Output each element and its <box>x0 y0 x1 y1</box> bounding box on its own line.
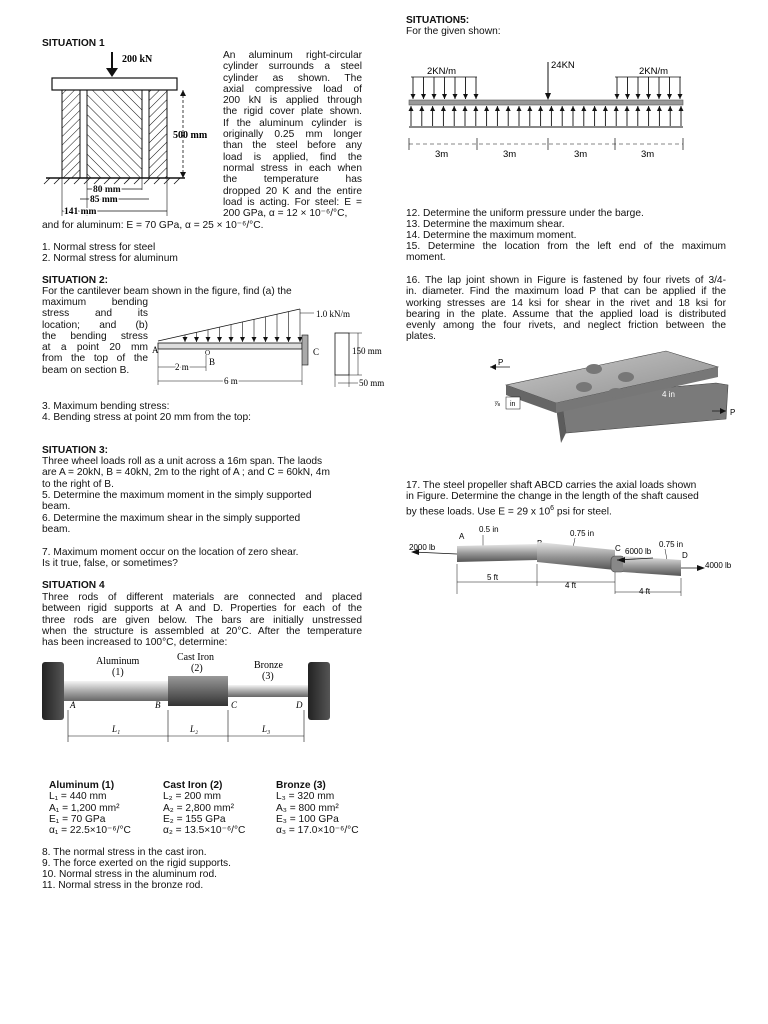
dia-1-label: 0.5 in <box>479 525 499 534</box>
point-o-label: O <box>205 349 211 357</box>
point-c-label: C <box>313 347 320 357</box>
text-line: than the steel before any <box>223 140 362 152</box>
dia-3-label: 0.75 in <box>659 540 684 549</box>
load-p-right-label: P <box>730 408 736 417</box>
text-line: load is acting. For steel: E = <box>223 196 362 208</box>
text-line: location; and (b) <box>42 319 148 331</box>
question-11: 11. Normal stress in the bronze rod. <box>42 880 204 891</box>
dim-6m-label: 6 m <box>224 376 238 386</box>
force-2000-label: 2000 lb <box>409 543 436 552</box>
question-10: 10. Normal stress in the aluminum rod. <box>42 869 217 880</box>
question-8: 8. The normal stress in the cast iron. <box>42 847 207 858</box>
situation-2-text <box>42 297 148 376</box>
situation-4-text <box>42 592 362 648</box>
point-d-label: D <box>682 551 688 560</box>
text-line: 200 kN is applied through <box>223 95 362 107</box>
length-2-label: L₂ <box>190 724 199 734</box>
situation-2-title: SITUATION 2: <box>42 275 109 286</box>
cantilever-beam-figure <box>148 305 388 390</box>
dim-80-label: 80 mm <box>93 185 121 195</box>
text-line: when the structure is assembled at 20°C. After the temperature <box>42 625 362 637</box>
dim-2m-label: 2 m <box>175 362 189 372</box>
point-b-label: B <box>209 357 216 367</box>
situation-5-title: SITUATION5: <box>406 15 470 26</box>
question-16 <box>406 275 726 343</box>
lap-joint-figure <box>486 345 756 445</box>
question-12: 12. Determine the uniform pressure under the barge. <box>406 208 644 219</box>
text-line: has been increased to 100°C, determine: <box>42 637 228 649</box>
question-9: 9. The force exerted on the rigid supports. <box>42 858 231 869</box>
length-1-label: 5 ft <box>487 573 499 582</box>
length-3-label: 4 ft <box>639 587 651 596</box>
force-4000-label: 4000 lb <box>705 561 732 570</box>
text-line: three rods are given below. The bars are initially unstressed <box>42 614 362 626</box>
section-height-label: 150 mm <box>352 346 382 356</box>
dim-141-label: 141 mm <box>64 207 97 217</box>
section-width-label: 50 mm <box>359 378 385 388</box>
dia-2-label: 0.75 in <box>570 529 595 538</box>
text-line: evenly among the four rivets, and neglect friction between the <box>406 320 726 332</box>
span-3-label: 3m <box>574 149 588 160</box>
situation-3-title: SITUATION 3: <box>42 445 109 456</box>
point-load-label: 24KN <box>551 60 575 71</box>
text-line: the temperature has <box>223 174 362 186</box>
question-14: 14. Determine the maximum moment. <box>406 230 577 241</box>
text-line: cylinder as shown. The <box>223 72 362 84</box>
text-line: between rigid supports at A and D. Properties for each of the <box>42 603 362 615</box>
text-line: normal stress in each when <box>223 162 362 174</box>
rod-column: Cast Iron (2) L₂ = 200 mm A₂ = 2,800 mm² E₂ = 155 GPa α₂ = 13.5×10⁻⁶/°C <box>163 780 246 837</box>
question-6: 6. Determine the maximum shear in the simply supported beam. <box>42 513 301 536</box>
text-line: maximum bending <box>42 297 148 308</box>
text-line: dropped 20 K and the entire <box>223 185 362 197</box>
situation-5-subtitle: For the given shown: <box>406 26 501 37</box>
question-4: 4. Bending stress at point 20 mm from the top: <box>42 412 251 423</box>
length-1-label: L₁ <box>112 724 121 734</box>
text-line: the rigid cover plate shown. <box>223 106 362 118</box>
point-b-label: B <box>155 700 161 710</box>
cast-iron-number: (2) <box>191 663 203 674</box>
bronze-label: Bronze <box>254 660 283 671</box>
cast-iron-label: Cast Iron <box>177 652 214 663</box>
rod-column: Bronze (3) L₃ = 320 mm A₃ = 800 mm² E₃ = 100 GPa α₃ = 17.0×10⁻⁶/°C <box>276 780 359 837</box>
point-c-label: C <box>615 544 621 553</box>
thickness-fraction: ⅞ <box>494 401 500 408</box>
text-line: stress and its <box>42 308 148 320</box>
length-3-label: L₃ <box>262 724 271 734</box>
question-17: 17. The steel propeller shaft ABCD carries the axial loads shown in Figure. Determine the change in the length of the shaft caused by these loads. Use E = 29 x $10^6$ psi for steel. <box>406 480 699 517</box>
thickness-label: in <box>510 401 516 408</box>
text-line: 16. The lap joint shown in Figure is fastened by four rivets of 3/4- <box>406 275 726 286</box>
text-line: cylinder surrounds a steel <box>223 61 362 73</box>
barge-load-figure <box>405 58 725 168</box>
question-13: 13. Determine the maximum shear. <box>406 219 565 230</box>
text-line: 200 GPa, α = 12 × 10⁻⁶/°C, <box>223 208 348 220</box>
propeller-shaft-figure <box>405 520 735 600</box>
text-line: 15. Determine the location from the left end of the maximum <box>406 241 726 252</box>
question-7: 7. Maximum moment occur on the location of zero shear. Is it true, false, or sometimes? <box>42 547 299 570</box>
three-rod-figure <box>40 650 345 742</box>
load-intensity-label: 1.0 kN/m <box>316 309 351 319</box>
question-2: 2. Normal stress for aluminum <box>42 253 178 264</box>
text-line: originally 0.25 mm longer <box>223 129 362 141</box>
question-15 <box>406 241 726 264</box>
text-line: moment. <box>406 252 446 264</box>
point-a-label: A <box>70 700 76 710</box>
span-4-label: 3m <box>641 149 655 160</box>
dim-85-label: 85 mm <box>90 195 118 205</box>
text-line: If the aluminum cylinder is <box>223 117 362 129</box>
text-line: load is applied, find the <box>223 151 362 163</box>
aluminum-number: (1) <box>112 667 124 678</box>
text-line: in. diameter. Find the maximum load P that can be applied if the <box>406 286 726 298</box>
force-6000-label: 6000 lb <box>625 547 652 556</box>
text-line: Three rods of different materials are connected and placed <box>42 592 362 603</box>
point-a-label: A <box>152 345 159 355</box>
text-line: bearing in the plate. Assume that the applied load is distributed <box>406 308 726 320</box>
point-c-label: C <box>231 700 238 710</box>
text-line: beam on section B. <box>42 364 130 376</box>
point-d-label: D <box>296 700 303 710</box>
text-line: working stresses are 14 ksi for shear in the rivet and 18 ksi for <box>406 297 726 309</box>
situation-1-text-end: and for aluminum: E = 70 GPa, α = 25 × 10⁻⁶/°C. <box>42 220 264 231</box>
right-load-label: 2KN/m <box>639 66 669 77</box>
point-a-label: A <box>459 532 465 541</box>
situation-1-text <box>223 50 362 219</box>
text-line: at a point 20 mm <box>42 342 148 354</box>
span-1-label: 3m <box>435 149 449 160</box>
text-line: An aluminum right-circular <box>223 50 362 61</box>
load-p-left-label: P <box>498 358 504 367</box>
text-line: the bending stress <box>42 330 148 342</box>
question-3: 3. Maximum bending stress: <box>42 401 170 412</box>
composite-cylinder-figure <box>40 48 220 228</box>
width-label: 4 in <box>662 390 675 399</box>
text-line: from the top of the <box>42 353 148 365</box>
bronze-number: (3) <box>262 671 274 682</box>
question-1: 1. Normal stress for steel <box>42 242 156 253</box>
height-label: 500 mm <box>173 130 208 141</box>
left-load-label: 2KN/m <box>427 66 457 77</box>
span-2-label: 3m <box>503 149 517 160</box>
aluminum-label: Aluminum <box>96 656 140 667</box>
length-2-label: 4 ft <box>565 581 577 590</box>
question-5: 5. Determine the maximum moment in the simply supported beam. <box>42 490 312 513</box>
situation-4-title: SITUATION 4 <box>42 580 105 591</box>
text-line: plates. <box>406 331 437 343</box>
situation-1-title: SITUATION 1 <box>42 38 105 49</box>
situation-3-text: Three wheel loads roll as a unit across a 16m span. The laods are A = 20kN, B = 40kN, 2m to the right of A ; and C = 60kN, 4m to the right of B. <box>42 456 330 490</box>
load-label: 200 kN <box>122 54 153 65</box>
situation-2-intro: For the cantilever beam shown in the figure, find (a) the <box>42 286 292 297</box>
rod-column: Aluminum (1) L₁ = 440 mm A₁ = 1,200 mm² E₁ = 70 GPa α₁ = 22.5×10⁻⁶/°C <box>49 780 131 837</box>
text-line: axial compressive load of <box>223 83 362 95</box>
